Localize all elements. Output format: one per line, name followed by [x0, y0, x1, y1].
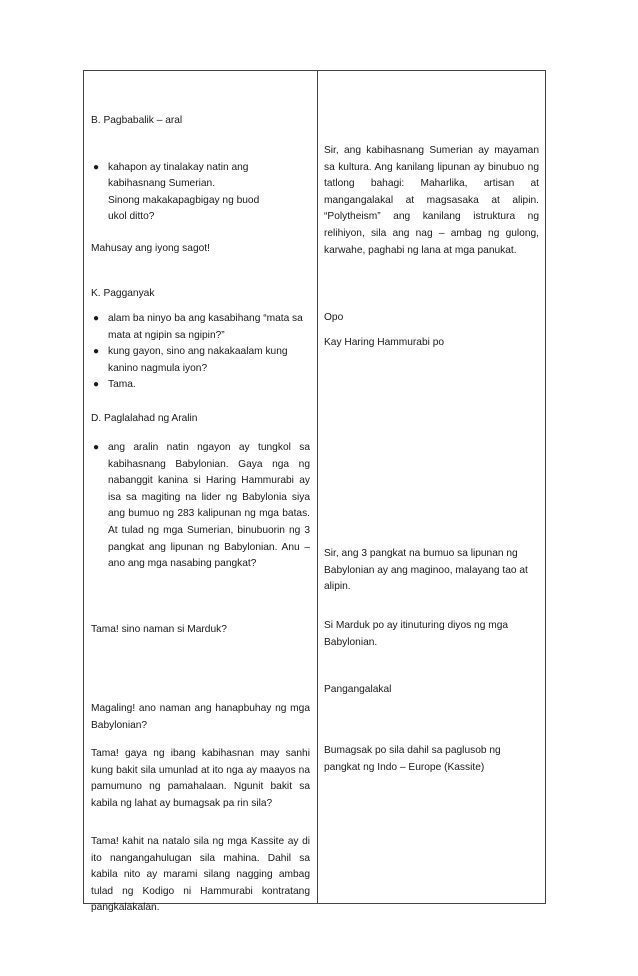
section-k-heading: K. Pagganyak	[91, 288, 155, 299]
list-item: ● kung gayon, sino ang nakakaalam kung kanino nagmula iyon?	[93, 346, 288, 374]
question-kassite: Tama! kahit na natalo sila ng mga Kassite ay di ito nangangahulugan sila mahina. Dahil sa kabila nito ay marami silang nagging ambag tulad ng Kodigo ni Hammurabi kontratang pangkalakalan.	[91, 836, 310, 914]
question-hanapbuhay: Magaling! ano naman ang hanapbuhay ng mga Babylonian?	[91, 703, 310, 731]
bullet-icon: ●	[93, 379, 100, 391]
question-marduk: Tama! sino naman si Marduk?	[91, 624, 227, 635]
bullet-icon: ●	[93, 442, 100, 453]
answer-pangkat: Sir, ang 3 pangkat na bumuo sa lipunan ng Babylonian ay ang maginoo, malayang tao at alipin.	[324, 548, 528, 593]
list-item: ● Tama.	[108, 377, 310, 394]
list-item: ● kahapon ay tinalakay natin ang kabihasnang Sumerian. Sinong makakapagbigay ng buod ukol ditto?	[93, 161, 260, 223]
lesson-table	[83, 70, 546, 914]
section-b-heading: B. Pagbabalik – aral	[91, 115, 183, 126]
answer-opo: Opo	[324, 312, 344, 323]
section-d-heading: D. Paglalahad ng Aralin	[91, 413, 198, 424]
column-divider	[317, 71, 318, 903]
teacher-praise: Mahusay ang iyong sagot!	[91, 243, 210, 254]
section-b-list	[93, 143, 278, 243]
answer-sumerian: Sir, ang kabihasnang Sumerian ay mayaman sa kultura. Ang kanilang lipunan ay binubuo ng tatlong bahagi: Maharlika, artisan at mangangalakal at magsasaka at alipin. “Polytheism” ang kanilang istruktura ng relihiyon, sila ang nag – ambag ng gulong, karwahe, paghabi ng lana at mga panukat.	[324, 145, 539, 256]
answer-marduk: Si Marduk po ay itinuturing diyos ng mga Babylonian.	[324, 620, 509, 648]
bullet-icon: ●	[93, 346, 100, 358]
section-k-list	[93, 311, 310, 394]
bullet-icon: ●	[93, 161, 100, 173]
list-item: ● ang aralin natin ngayon ay tungkol sa kabihasnang Babylonian. Gaya nga ng nabanggit kanina si Haring Hammurabi ay isa sa magiting na lider ng Babylonia siya ang bumuo ng 283 kalipunan ng mga batas. At tulad ng mga Sumerian, binubuorin ng 3 pangkat ang lipunan ng Babylonian. Anu – ano ang mga nasabing pangkat?	[93, 442, 310, 570]
bullet-icon: ●	[93, 313, 100, 324]
answer-hammurabi: Kay Haring Hammurabi po	[324, 337, 445, 348]
section-d-list	[93, 440, 310, 573]
answer-bumagsak: Bumagsak po sila dahil sa paglusob ng pangkat ng Indo – Europe (Kassite)	[324, 745, 501, 773]
list-item: ● alam ba ninyo ba ang kasabihang “mata sa mata at ngipin sa ngipin?”	[93, 313, 303, 341]
answer-hanapbuhay: Pangangalakal	[324, 684, 392, 695]
question-bumagsak: Tama! gaya ng ibang kabihasnan may sanhi kung bakit sila umunlad at ito nga ay maayos na pamumuno ng pamahalaan. Ngunit bakit sa kabila ng lahat ay bumagsak pa rin sila?	[91, 748, 310, 809]
